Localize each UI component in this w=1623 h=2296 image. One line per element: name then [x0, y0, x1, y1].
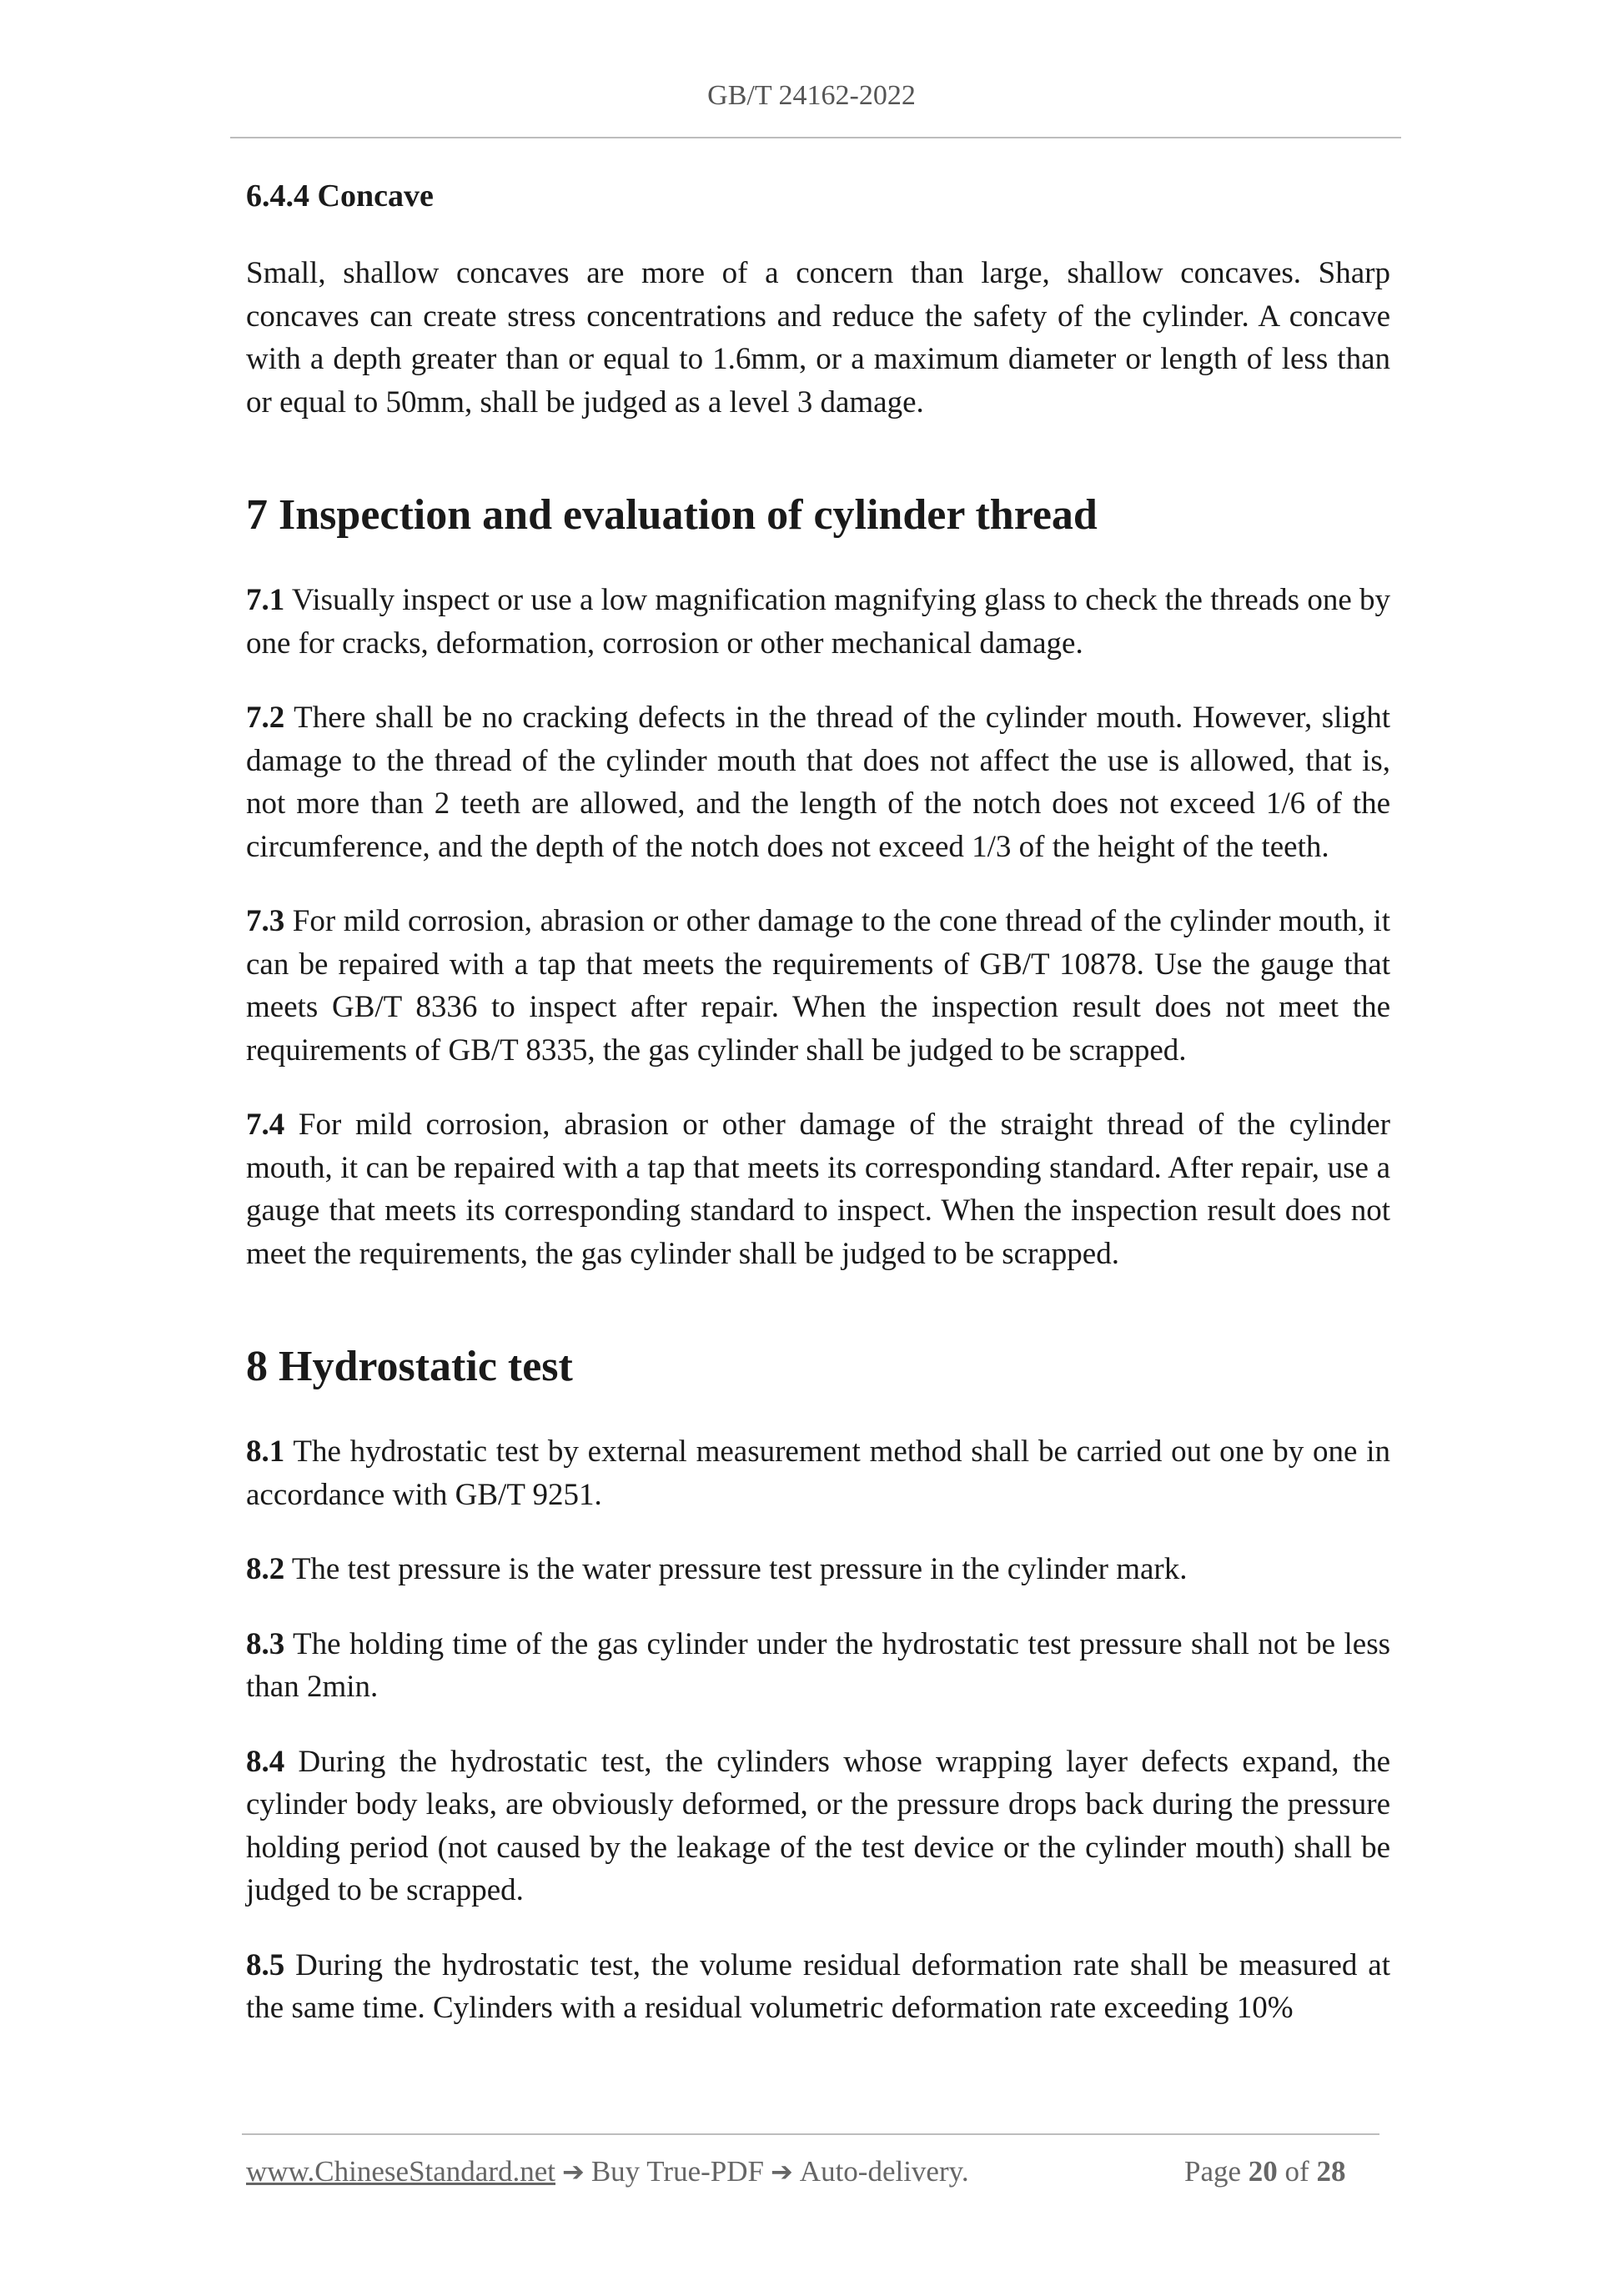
clause-number: 8.4 — [246, 1744, 285, 1779]
clause-number: 7.4 — [246, 1108, 285, 1142]
page-label: Page — [1184, 2155, 1242, 2188]
clause-8-4 — [246, 1741, 1390, 1912]
page-header-title: GB/T 24162-2022 — [707, 80, 916, 111]
arrow-right-icon: ➔ — [562, 2156, 585, 2188]
header-divider — [230, 137, 1401, 138]
clause-text: The hydrostatic test by external measurement method shall be carried out one by one in accordance with GB/T 9251. — [246, 1434, 1390, 1512]
clause-number: 8.5 — [246, 1947, 285, 1982]
clause-text: During the hydrostatic test, the cylinders whose wrapping layer defects expand, the cylinder body leaks, are obviously deformed, or the pressure drops back during the pressure holding period (not caused by the leakage of the test device or the cylinder mouth) shall be judged to be scrapped. — [246, 1744, 1390, 1907]
page-total: 28 — [1316, 2155, 1346, 2188]
clause-text: The holding time of the gas cylinder under the hydrostatic test pressure shall not be less than 2min. — [246, 1626, 1390, 1704]
footer-divider — [242, 2133, 1379, 2135]
clause-number: 8.2 — [246, 1552, 285, 1586]
clause-text: For mild corrosion, abrasion or other damage of the straight thread of the cylinder mouth, it can be repaired with a tap that meets its corresponding standard. After repair, use a gauge that meets its corresponding standard to inspect. When the inspection result does not meet the requirements, the gas cylinder shall be judged to be scrapped. — [246, 1108, 1390, 1271]
page-number — [1184, 2155, 1345, 2188]
clause-text: The test pressure is the water pressure test pressure in the cylinder mark. — [284, 1552, 1188, 1586]
clause-8-5 — [246, 1944, 1390, 2030]
clause-8-1 — [246, 1430, 1390, 1516]
document-body — [246, 175, 1390, 2062]
clause-8-3 — [246, 1623, 1390, 1709]
clause-number: 7.3 — [246, 904, 285, 938]
site-link[interactable]: www.ChineseStandard.net — [246, 2155, 555, 2188]
subsection-heading-6-4-4: 6.4.4 Concave — [246, 178, 434, 214]
page-of: of — [1284, 2155, 1309, 2188]
section-heading-8: 8 Hydrostatic test — [246, 1343, 573, 1390]
clause-7-4 — [246, 1103, 1390, 1275]
paragraph-6-4-4: Small, shallow concaves are more of a concern than large, shallow concaves. Sharp concaves can create stress concentrations and reduce the safety of the cylinder. A concave with a depth greater than or equal to 1.6mm, or a maximum diameter or length of less than or equal to 50mm, shall be judged as a level 3 damage. — [246, 256, 1390, 420]
page-current: 20 — [1248, 2155, 1278, 2188]
section-heading-7: 7 Inspection and evaluation of cylinder thread — [246, 491, 1098, 539]
clause-number: 8.3 — [246, 1626, 285, 1661]
auto-delivery-text: Auto-delivery. — [799, 2155, 969, 2188]
clause-number: 7.1 — [246, 583, 285, 617]
clause-number: 8.1 — [246, 1434, 285, 1469]
clause-text: For mild corrosion, abrasion or other damage to the cone thread of the cylinder mouth, it can be repaired with a tap that meets the requirements of GB/T 10878. Use the gauge that meets GB/T 8336 to inspect after repair. When the inspection result does not meet the requirements of GB/T 8335, the gas cylinder shall be judged to be scrapped. — [246, 904, 1390, 1068]
clause-7-1 — [246, 579, 1390, 665]
buy-true-pdf-text: Buy True-PDF — [590, 2155, 764, 2188]
arrow-right-icon: ➔ — [770, 2156, 793, 2188]
clause-text: Visually inspect or use a low magnification magnifying glass to check the threads one by one for cracks, deformation, corrosion or other mechanical damage. — [246, 583, 1390, 661]
clause-7-3 — [246, 900, 1390, 1072]
clause-8-2 — [246, 1548, 1390, 1591]
clause-text: During the hydrostatic test, the volume residual deformation rate shall be measured at the same time. Cylinders with a residual volumetric deformation rate exceeding 10% — [246, 1947, 1390, 2025]
clause-7-2 — [246, 696, 1390, 868]
footer-left — [246, 2155, 969, 2188]
clause-number: 7.2 — [246, 701, 285, 735]
clause-text: There shall be no cracking defects in the thread of the cylinder mouth. However, slight damage to the thread of the cylinder mouth that does not affect the use is allowed, that is, not more than 2 teeth are allowed, and the length of the notch does not exceed 1/6 of the circumference, and the depth of the notch does not exceed 1/3 of the height of the teeth. — [246, 701, 1390, 864]
